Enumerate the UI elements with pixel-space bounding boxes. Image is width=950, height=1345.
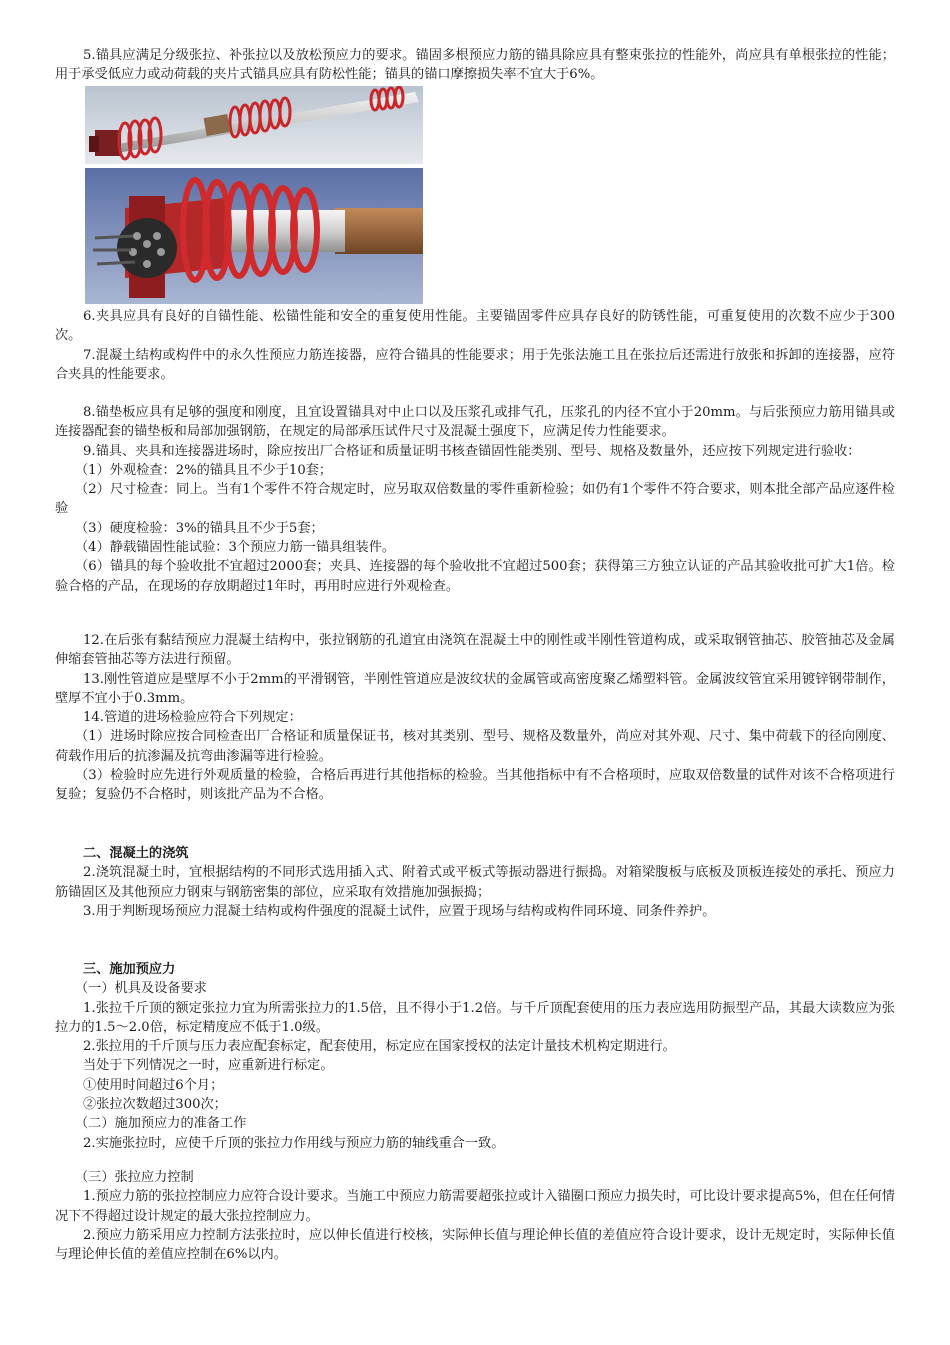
item-9-2-text: （2）尺寸检查：同上。当有1个零件不符合规定时，应另取双倍数量的零件重新检验；如仍有1个零件不符合要求，则本批全部产品应逐件检验 bbox=[55, 482, 895, 517]
item-13-text: 13.刚性管道应是壁厚不小于2mm的平滑钢管，半刚性管道应是波纹状的金属管或高密度聚乙烯塑料管。金属波纹管宜采用镀锌钢带制作，壁厚不宜小于0.3mm。 bbox=[55, 671, 895, 706]
anchor-assembly-photo bbox=[85, 86, 423, 164]
section-3-item-1: 1.张拉千斤顶的额定张拉力宜为所需张拉力的1.5倍，且不得小于1.2倍。与千斤顶配套使用的压力表应选用防振型产品，其最大读数应为张拉力的1.5～2.0倍，标定精度应不低于1.0级。 bbox=[55, 1000, 895, 1035]
item-9-text: 9.锚具、夹具和连接器进场时，除应按出厂合格证和质量证明书核查锚固性能类别、型号、规格及数量外，还应按下列规定进行验收： bbox=[83, 443, 861, 459]
item-14-3-text: （3）检验时应先进行外观质量的检验，合格后再进行其他指标的检验。当其他指标中有不合格项时，应取双倍数量的试件对该不合格项进行复验；复验仍不合格时，则该批产品为不合格。 bbox=[55, 768, 895, 803]
item-9-4-text: （4）静载锚固性能试验：3个预应力筋一锚具组装件。 bbox=[75, 540, 396, 556]
section-2-item-2: 2.浇筑混凝土时，宜根据结构的不同形式选用插入式、附着式或平板式等振动器进行振捣。对箱梁腹板与底板及顶板连接处的承托、预应力筋锚固区及其他预应力钢束与钢筋密集的部位，应采取有效措施加强振捣； bbox=[55, 865, 895, 900]
item-8-text: 8.锚垫板应具有足够的强度和刚度，且宜设置锚具对中止口以及压浆孔或排气孔，压浆孔的内径不宜小于20mm。与后张预应力筋用锚具或连接器配套的锚垫板和局部加强钢筋，在规定的局部承压试件尺寸及混凝土强度下，应满足传力性能要求。 bbox=[55, 405, 895, 440]
item-14-text: 14.管道的进场检验应符合下列规定： bbox=[83, 710, 302, 726]
paragraph-group-1 bbox=[55, 46, 895, 85]
subsection-3-heading: （三）张拉应力控制 bbox=[75, 1170, 194, 1185]
item-5-text: 5.锚具应满足分级张拉、补张拉以及放松预应力的要求。锚固多根预应力筋的锚具除应具有整束张拉的性能外，尚应具有单根张拉的性能；用于承受低应力或动荷载的夹片式锚具应具有防松性能；锚具的锚口摩擦损失率不宜大于6%。 bbox=[55, 48, 895, 83]
paragraph-group-3 bbox=[55, 403, 895, 596]
item-12-text: 12.在后张有黏结预应力混凝土结构中，张拉钢筋的孔道宜由浇筑在混凝土中的刚性或半刚性管道构成，或采取钢管抽芯、胶管抽芯及金属伸缩套管抽芯等方法进行预留。 bbox=[55, 633, 895, 668]
item-9-3-text: （3）硬度检验：3%的锚具且不少于5套； bbox=[75, 520, 324, 536]
anchor-head-closeup-photo bbox=[85, 168, 423, 304]
control-item-1: 1.预应力筋的张拉控制应力应符合设计要求。当施工中预应力筋需要超张拉或计入锚圈口预应力损失时，可比设计要求提高5%，但在任何情况下不得超过设计规定的最大张拉控制应力。 bbox=[55, 1189, 895, 1224]
subsection-3 bbox=[55, 1168, 895, 1264]
section-2 bbox=[55, 844, 895, 921]
paragraph-group-4 bbox=[55, 631, 895, 805]
control-item-2: 2.预应力筋采用应力控制方法张拉时，应以伸长值进行校核，实际伸长值与理论伸长值的差值应符合设计要求，设计无规定时，实际伸长值与理论伸长值的差值应控制在6%以内。 bbox=[55, 1227, 895, 1263]
item-9-1-text: （1）外观检查：2%的锚具且不少于10套； bbox=[75, 462, 333, 478]
section-2-heading: 二、混凝土的浇筑 bbox=[83, 846, 189, 861]
paragraph-group-2 bbox=[55, 307, 895, 384]
item-14-1-text: （1）进场时除应按合同检查出厂合格证和质量保证书，核对其类别、型号、规格及数量外，尚应对其外观、尺寸、集中荷载下的径向刚度、荷载作用后的抗渗漏及抗弯曲渗漏等进行检验。 bbox=[55, 729, 895, 764]
section-3 bbox=[55, 960, 895, 1153]
item-6-text: 6.夹具应具有良好的自锚性能、松锚性能和安全的重复使用性能。主要锚固零件应具存良好的防锈性能，可重复使用的次数不应少于300次。 bbox=[55, 309, 895, 344]
item-9-6-text: （6）锚具的每个验收批不宜超过2000套；夹具、连接器的每个验收批不宜超过500套；获得第三方独立认证的产品其验收批可扩大1倍。检验合格的产品，在现场的存放期超过1年时，再用时应进行外观检查。 bbox=[55, 559, 895, 594]
subsection-1-heading: （一）机具及设备要求 bbox=[75, 981, 207, 997]
subsection-2-heading: （二）施加预应力的准备工作 bbox=[75, 1116, 247, 1132]
section-3-item-2: 2.张拉用的千斤顶与压力表应配套标定，配套使用，标定应在国家授权的法定计量技术机构定期进行。 bbox=[83, 1039, 676, 1055]
section-2-item-3: 3.用于判断现场预应力混凝土结构或构件强度的混凝土试件，应置于现场与结构或构件同环境、同条件养护。 bbox=[83, 903, 716, 919]
item-7-text: 7.混凝土结构或构件中的永久性预应力筋连接器，应符合锚具的性能要求；用于先张法施工且在张拉后还需进行放张和拆卸的连接器，应符合夹具的性能要求。 bbox=[55, 347, 895, 382]
recalibration-intro: 当处于下列情况之一时，应重新进行标定。 bbox=[83, 1058, 334, 1074]
preparation-item-2: 2.实施张拉时，应使千斤顶的张拉力作用线与预应力筋的轴线重合一致。 bbox=[83, 1135, 505, 1151]
recalibration-condition-2: ②张拉次数超过300次； bbox=[83, 1097, 227, 1113]
section-3-heading: 三、施加预应力 bbox=[83, 962, 176, 977]
recalibration-condition-1: ①使用时间超过6个月； bbox=[83, 1077, 224, 1093]
